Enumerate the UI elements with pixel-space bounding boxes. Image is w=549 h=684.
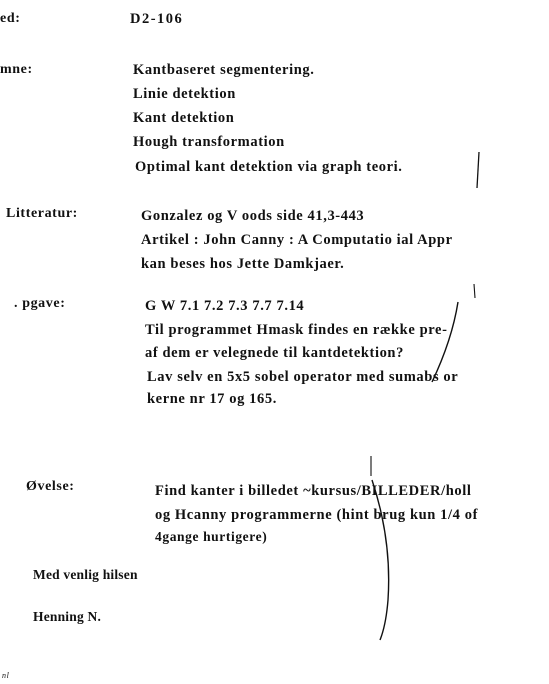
emne-line: Hough transformation [133,134,285,150]
litteratur-label: Litteratur: [6,206,78,221]
course-code: D2-106 [130,11,184,27]
opgave-line: kerne nr 17 og 165. [147,391,277,407]
litteratur-line: Gonzalez og V oods side 41,3-443 [141,208,365,224]
ovelse-label: Øvelse: [26,479,75,494]
emne-label: mne: [0,62,33,77]
opgave-line: Lav selv en 5x5 sobel operator med sumabs or [147,369,459,385]
opgave-line: G W 7.1 7.2 7.3 7.7 7.14 [145,298,305,314]
ovelse-line: Find kanter i billedet ~kursus/BILLEDER/holl [155,483,472,499]
header-label: ed: [0,11,21,26]
pen-stroke-opgave-tick [474,284,475,298]
pen-stroke-opgave [432,302,458,382]
opgave-line: Til programmet Hmask findes en række pre- [145,322,448,338]
emne-line: Optimal kant detektion via graph teori. [135,159,403,175]
signature-name: Henning N. [33,609,102,624]
emne-line: Kantbaseret segmentering. [133,62,315,78]
emne-line: Linie detektion [133,86,236,102]
emne-line: Kant detektion [133,110,235,126]
litteratur-line: Artikel : John Canny : A Computatio ial Appr [141,232,453,248]
closing-text: Med venlig hilsen [33,567,138,582]
litteratur-line: kan beses hos Jette Damkjaer. [141,256,345,272]
pen-stroke-top [477,152,479,188]
opgave-line: af dem er velegnede til kantdetektion? [145,345,404,361]
opgave-label: . pgave: [14,296,66,311]
pen-stroke-ovelse [372,480,389,640]
footer-mark: nl [2,671,10,680]
ovelse-line: og Hcanny programmerne (hint brug kun 1/4 of [155,507,478,523]
ovelse-line: 4gange hurtigere) [155,529,268,544]
